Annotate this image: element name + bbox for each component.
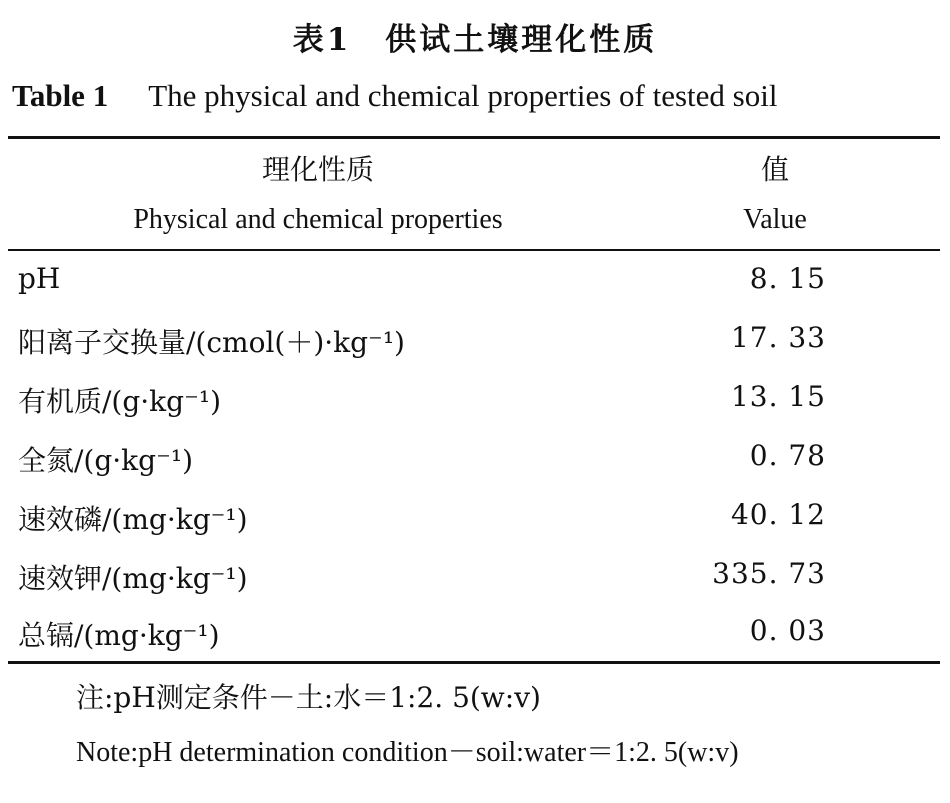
row-value: 17. 33 [730, 321, 826, 354]
table-row [0, 488, 950, 546]
row-value: 0. 03 [749, 614, 826, 647]
row-value: 13. 15 [730, 380, 826, 413]
table-note-cn: 注:pH测定条件－土:水＝1:2. 5(w:v) [76, 681, 541, 714]
header-value-cn: 值 [760, 153, 789, 186]
table-note-en: Note:pH determination condition－soil:water＝1:2. 5(w:v) [76, 737, 739, 768]
row-value: 335. 73 [712, 557, 826, 590]
table-caption-en [12, 78, 777, 114]
table-caption-cn: 表1 供试土壤理化性质 [292, 22, 658, 58]
row-property: 有机质/(g·kg⁻¹) [18, 385, 222, 418]
header-property-cn: 理化性质 [261, 153, 374, 186]
table-row [0, 429, 950, 487]
top-rule [8, 136, 940, 139]
row-value: 40. 12 [730, 498, 826, 531]
table-row [0, 547, 950, 605]
row-property: 速效钾/(mg·kg⁻¹) [18, 562, 248, 595]
row-property: 总镉/(mg·kg⁻¹) [18, 619, 220, 652]
row-property: 阳离子交换量/(cmol(＋)·kg⁻¹) [18, 326, 405, 359]
table-row [0, 604, 950, 662]
table-row [0, 252, 950, 310]
header-value-en: Value [743, 204, 807, 235]
table-label: Table 1 [12, 78, 109, 113]
row-property: 全氮/(g·kg⁻¹) [18, 444, 194, 477]
row-value: 0. 78 [749, 439, 826, 472]
row-property: pH [18, 262, 61, 295]
table-row [0, 311, 950, 369]
table-row [0, 370, 950, 428]
header-rule [8, 249, 940, 251]
header-property-en: Physical and chemical properties [133, 204, 503, 235]
row-property: 速效磷/(mg·kg⁻¹) [18, 503, 248, 536]
table-caption-text: The physical and chemical properties of tested soil [148, 78, 778, 113]
row-value: 8. 15 [749, 262, 826, 295]
bottom-rule [8, 661, 940, 664]
